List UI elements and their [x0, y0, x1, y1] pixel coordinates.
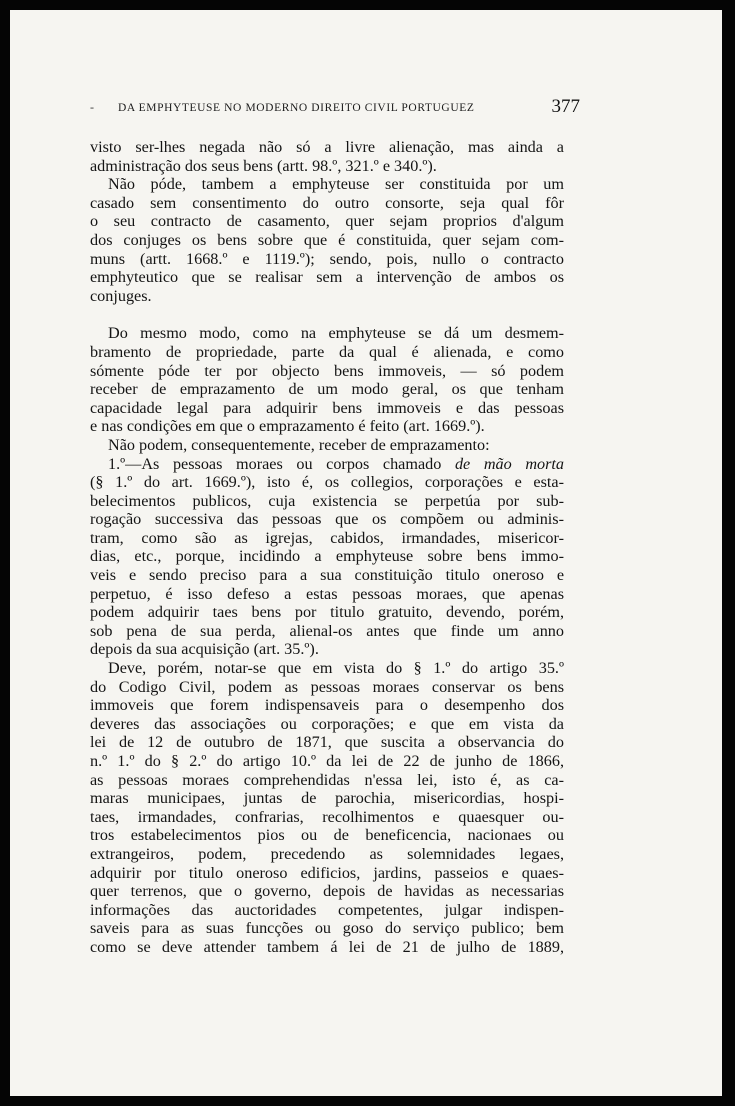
book-page — [10, 10, 722, 1096]
line-text: depois da sua acquisição (art. 35.º). — [90, 640, 319, 659]
text-line — [90, 864, 564, 883]
text-line — [90, 362, 564, 381]
line-text: adquirir por titulo oneroso edificios, jardins, passeios e quaes- — [90, 863, 564, 882]
line-text: sob pena de sua perda, alienal-os antes que finde um anno — [90, 621, 564, 640]
running-title: DA EMPHYTEUSE NO MODERNO DIREITO CIVIL PORTUGUEZ — [118, 102, 475, 114]
text-line — [90, 380, 564, 399]
paragraph — [90, 436, 564, 455]
line-text: Não podem, consequentemente, receber de emprazamento: — [108, 435, 490, 454]
text-line — [90, 789, 564, 808]
line-text: capacidade legal para adquirir bens immoveis e das pessoas — [90, 398, 564, 417]
line-text: n.º 1.º do § 2.º do artigo 10.º da lei de 22 de junho de 1866, — [90, 752, 564, 770]
line-text: 1.º—As pessoas moraes ou corpos chamado — [108, 454, 455, 473]
line-text: informações das auctoridades competentes, julgar indispen- — [90, 900, 564, 919]
line-text: muns (artt. 1668.º e 1119.º); sendo, pois, nullo o contracto — [90, 249, 564, 268]
text-line — [90, 157, 564, 176]
line-text: como se deve attender tambem á lei de 21 de julho de 1889, — [90, 937, 564, 956]
text-line — [90, 919, 564, 938]
text-line — [90, 678, 564, 697]
text-line — [90, 733, 564, 752]
line-text: Do mesmo modo, como na emphyteuse se dá um desmem- — [108, 324, 564, 343]
paragraph — [90, 659, 564, 957]
line-text: Deve, porém, notar-se que em vista do § 1.º do artigo 35.º — [108, 659, 564, 678]
paragraph — [90, 455, 564, 660]
paragraph — [90, 324, 564, 436]
text-line — [90, 343, 564, 362]
text-line — [90, 845, 564, 864]
line-text: dos conjuges os bens sobre que é constituida, quer sejam com- — [90, 230, 564, 249]
line-text: dias, etc., porque, incidindo a emphyteuse sobre bens immo- — [90, 547, 564, 566]
text-line — [90, 771, 564, 790]
line-text: perpetuo, é isso defeso a estas pessoas moraes, que apenas — [90, 584, 564, 603]
text-line — [90, 826, 564, 845]
text-line — [90, 659, 564, 678]
line-text: saveis para as suas funcções ou goso do serviço publico; bem — [90, 919, 564, 938]
line-text: o seu contracto de casamento, quer sejam proprios d'algum — [90, 212, 564, 231]
line-text: maras municipaes, juntas de parochia, misericordias, hospi- — [90, 789, 564, 808]
line-text: visto ser-lhes negada não só a livre alienação, mas ainda a — [90, 138, 564, 156]
text-line — [90, 417, 564, 436]
line-text: conjuges. — [90, 286, 152, 305]
text-line — [90, 473, 564, 492]
text-line — [90, 715, 564, 734]
text-line — [90, 231, 564, 250]
text-line — [90, 510, 564, 529]
page-header — [90, 96, 580, 126]
text-line — [90, 212, 564, 231]
page-number: 377 — [551, 96, 580, 117]
text-line — [90, 287, 564, 306]
text-line — [90, 399, 564, 418]
text-line — [90, 696, 564, 715]
line-text: rogação successiva das pessoas que os compõem ou adminis- — [90, 510, 564, 529]
text-line — [90, 138, 564, 157]
line-text: extrangeiros, podem, precedendo as solemnidades legaes, — [90, 844, 564, 863]
text-line — [90, 455, 564, 474]
text-line — [90, 175, 564, 194]
line-text: (§ 1.º do art. 1669.º), isto é, os collegios, corporações e esta- — [90, 473, 564, 492]
line-text: lei de 12 de outubro de 1871, que suscita a observancia do — [90, 733, 564, 752]
paragraph — [90, 138, 564, 175]
line-text: Não póde, tambem a emphyteuse ser constituida por um — [108, 175, 564, 194]
line-text: bramento de propriedade, parte da qual é alienada, e como — [90, 342, 564, 361]
text-line — [90, 585, 564, 604]
text-line — [90, 938, 564, 957]
line-text: belecimentos publicos, cuja existencia se perpetúa por sub- — [90, 491, 564, 510]
italic-phrase: de mão morta — [454, 454, 564, 473]
line-text: casado sem consentimento do outro consorte, seja qual fôr — [90, 193, 564, 212]
text-line — [90, 640, 564, 659]
line-text: tram, como são as igrejas, cabidos, irmandades, misericor- — [90, 528, 564, 547]
line-text: receber de emprazamento de um modo geral, os que tenham — [90, 380, 564, 399]
text-line — [90, 436, 564, 455]
text-line — [90, 529, 564, 548]
line-text: administração dos seus bens (artt. 98.º, 321.º e 340.º). — [90, 156, 437, 175]
line-text: sómente póde ter por objecto bens immoveis, — só podem — [90, 361, 564, 380]
text-line — [90, 194, 564, 213]
text-line — [90, 901, 564, 920]
text-line — [90, 492, 564, 511]
line-text: taes, irmandades, confrarias, recolhimentos e quaesquer ou- — [90, 807, 564, 826]
text-line — [90, 603, 564, 622]
text-line — [90, 547, 564, 566]
line-text: emphyteutico que se realisar sem a intervenção de ambos os — [90, 268, 564, 287]
text-line — [90, 882, 564, 901]
line-text: tros estabelecimentos pios ou de beneficencia, nacionaes ou — [90, 826, 564, 845]
text-line — [90, 268, 564, 287]
line-text: deveres das associações ou corporações; e que em vista da — [90, 714, 564, 733]
line-text: as pessoas moraes comprehendidas n'essa lei, isto é, as ca- — [90, 770, 564, 789]
body-text — [90, 138, 564, 957]
line-text: immoveis que forem indispensaveis para o desempenho dos — [90, 696, 564, 715]
paragraph-gap — [90, 305, 564, 324]
text-line — [90, 566, 564, 585]
text-line — [90, 808, 564, 827]
line-text: veis e sendo preciso para a sua constituição titulo oneroso e — [90, 566, 564, 585]
text-line — [90, 250, 564, 269]
line-text: e nas condições em que o emprazamento é feito (art. 1669.º). — [90, 417, 485, 436]
header-marker: - — [90, 100, 94, 114]
text-line — [90, 752, 564, 771]
text-line — [90, 622, 564, 641]
line-text: do Codigo Civil, podem as pessoas moraes conservar os bens — [90, 677, 564, 696]
paragraph — [90, 175, 564, 305]
text-line — [90, 324, 564, 343]
line-text: podem adquirir taes bens por titulo gratuito, devendo, porém, — [90, 603, 564, 622]
line-text: quer terrenos, que o governo, depois de havidas as necessarias — [90, 882, 564, 901]
